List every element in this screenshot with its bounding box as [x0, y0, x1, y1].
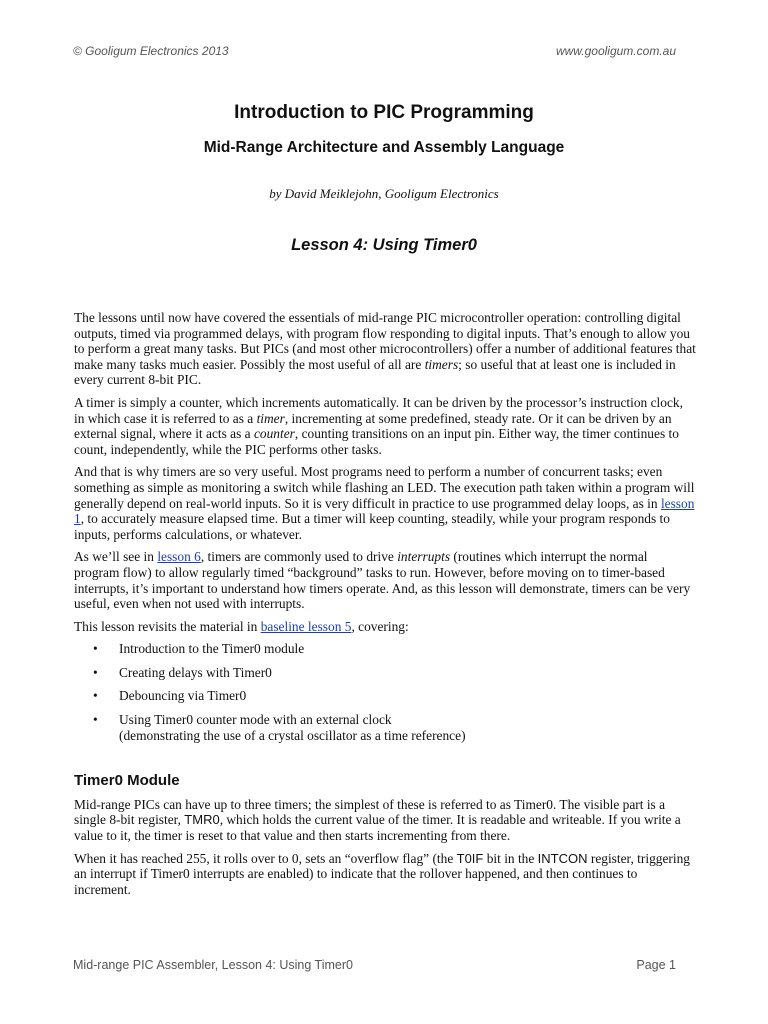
document-subtitle: Mid-Range Architecture and Assembly Language	[203, 139, 565, 156]
intro-paragraph: The lessons until now have covered the essentials of mid-range PIC microcontroller operation: controlling digital outputs, timed via programmed delays, with program flow responding to digital inputs. That’s enough to allow you to perform a great many tasks. But PICs (and most other microcontrollers) offer a number of additional features that make many tasks much easier. Possibly the most useful of all are timers; so useful that at least one is included in every current 8-bit PIC.	[74, 310, 696, 388]
list-item: • Creating delays with Timer0	[93, 664, 272, 680]
register-bit-name: T0IF	[456, 850, 484, 866]
list-item: • Debouncing via Timer0	[93, 688, 247, 704]
list-item: • Using Timer0 counter mode with an external clock (demonstrating the use of a crystal oscillator as a time reference)	[93, 712, 466, 743]
timer-usefulness-paragraph: And that is why timers are so very useful. Most programs need to perform a number of concurrent tasks; even something as simple as monitoring a switch while flashing an LED. The execution path taken within a program will generally depend on real-world inputs. So it is very difficult in practice to use programmed delay loops, as in lesson 1, to accurately measure elapsed time. But a timer will keep counting, steadily, while your program responds to inputs, performs calculations, or whatever.	[74, 464, 695, 542]
lesson-1-link[interactable]: lesson 1	[74, 495, 695, 527]
footer-page-number: Page 1	[636, 958, 676, 972]
bullet-icon: •	[93, 641, 98, 657]
register-name: TMR0	[184, 812, 220, 828]
timer0-description-paragraph: Mid-range PICs can have up to three timers; the simplest of these is referred to as Timer0. The visible part is a single 8-bit register, TMR0, which holds the current value of the timer. It is readable and writeable. If you write a value to it, the timer is reset to that value and then starts incrementing from there.	[74, 796, 681, 844]
footer-document-title: Mid-range PIC Assembler, Lesson 4: Using Timer0	[73, 958, 353, 972]
interrupts-paragraph: As we’ll see in lesson 6, timers are commonly used to drive interrupts (routines which interrupt the normal program flow) to allow regularly timed “background” tasks to run. However, before moving on to timer-based interrupts, it’s important to understand how timers operate. And, as this lesson will demonstrate, timers can be very useful, even when not used with interrupts.	[74, 549, 691, 612]
bullet-icon: •	[93, 664, 98, 680]
lesson-overview-paragraph: This lesson revisits the material in baseline lesson 5, covering:	[74, 618, 409, 634]
document-body	[74, 310, 696, 904]
document-title: Introduction to PIC Programming	[234, 102, 534, 123]
header-copyright: © Gooligum Electronics 2013	[73, 44, 229, 58]
bullet-icon: •	[93, 712, 98, 728]
header-website: www.gooligum.com.au	[555, 44, 676, 58]
list-item: • Introduction to the Timer0 module	[93, 641, 305, 657]
rollover-paragraph: When it has reached 255, it rolls over to 0, sets an “overflow flag” (the T0IF bit in the INTCON register, triggering an interrupt if Timer0 interrupts are enabled) to indicate that the rollover happened, and then continues to increment.	[74, 850, 690, 897]
section-heading-timer0-module: Timer0 Module	[74, 772, 180, 790]
author-byline: by David Meiklejohn, Gooligum Electronics	[269, 186, 499, 201]
timer-definition-paragraph: A timer is simply a counter, which increments automatically. It can be driven by the processor’s instruction clock, in which case it is referred to as a timer, incrementing at some predefined, steady rate. Or it can be driven by an external signal, where it acts as a counter, counting transitions on an input pin. Either way, the timer continues to count, independently, while the PIC performs other tasks.	[74, 394, 683, 457]
bullet-icon: •	[93, 688, 98, 704]
register-name: INTCON	[537, 850, 588, 866]
topics-list	[74, 641, 696, 743]
lesson-6-link[interactable]: lesson 6	[157, 549, 201, 565]
lesson-title: Lesson 4: Using Timer0	[291, 236, 477, 254]
baseline-lesson-5-link[interactable]: baseline lesson 5	[260, 618, 352, 634]
